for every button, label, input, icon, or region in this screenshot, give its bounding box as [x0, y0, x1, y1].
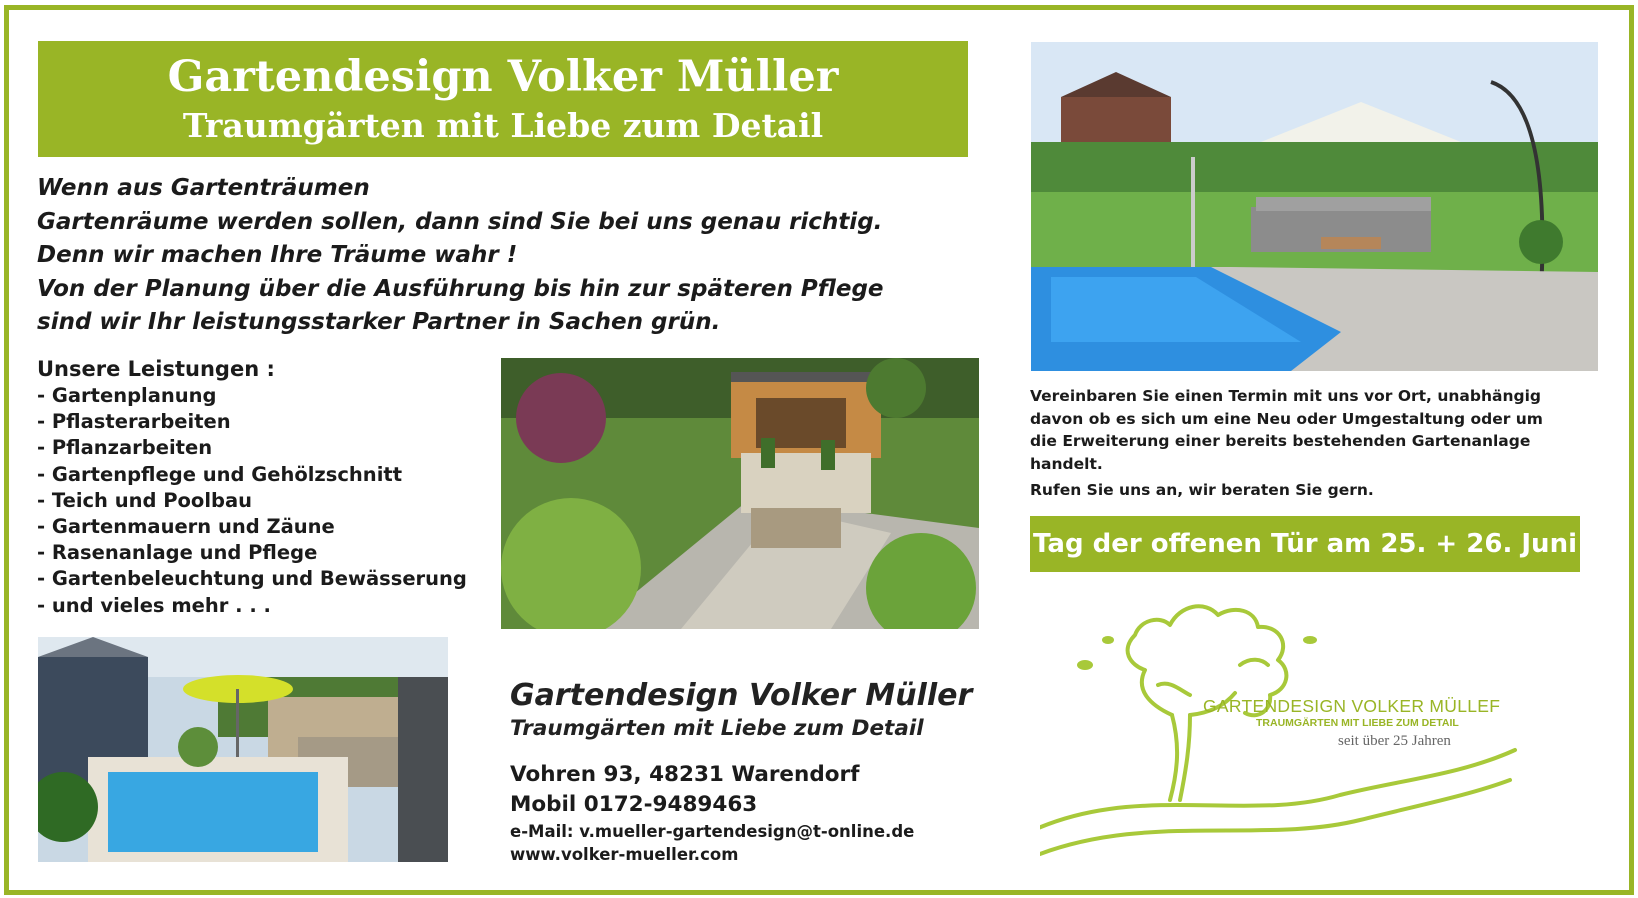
service-item: - Gartenplanung [37, 384, 217, 407]
service-item: - Pflasterarbeiten [37, 410, 231, 434]
intro-line: sind wir Ihr leistungsstarker Partner in Sachen grün. [37, 309, 721, 335]
intro-line: Denn wir machen Ihre Träume wahr ! [37, 242, 518, 268]
services-list [37, 383, 467, 619]
appointment-line: Vereinbaren Sie einen Termin mit uns vor Ort, unabhängig [1030, 387, 1541, 405]
logo-slogan: TRAUMGÄRTEN MIT LIEBE ZUM DETAIL [1256, 717, 1459, 729]
contact-email[interactable]: e-Mail: v.mueller-gartendesign@t-online.de [510, 822, 915, 841]
appointment-line: die Erweiterung einer bereits bestehenden Gartenanlage [1030, 432, 1531, 450]
appointment-line: handelt. [1030, 454, 1103, 473]
intro-line: Von der Planung über die Ausführung bis hin zur späteren Pflege [37, 275, 884, 302]
contact-website[interactable]: www.volker-mueller.com [510, 845, 739, 864]
banner-subtitle: Traumgärten mit Liebe zum Detail [182, 106, 824, 145]
contact-address: Vohren 93, 48231 Warendorf [510, 762, 860, 787]
contact-phone: Mobil 0172-9489463 [510, 792, 758, 817]
logo-company-name: GARTENDESIGN VOLKER MÜLLEF [1203, 696, 1501, 716]
small-pool-photo [38, 637, 448, 862]
appointment-line: davon ob es sich um eine Neu oder Umgestaltung oder um [1030, 409, 1543, 428]
large-pool-photo [1031, 42, 1598, 371]
service-item: - Gartenbeleuchtung und Bewässerung [37, 567, 467, 591]
service-item: - Pflanzarbeiten [37, 436, 213, 460]
tree-logo-icon [1040, 595, 1530, 885]
contact-company-name: Gartendesign Volker Müller [510, 678, 973, 713]
appointment-text [1030, 385, 1590, 502]
service-item: - Gartenmauern und Zäune [37, 515, 335, 539]
intro-line: Wenn aus Gartenträumen [37, 175, 370, 201]
intro-line: Gartenräume werden sollen, dann sind Sie bei uns genau richtig. [37, 208, 883, 235]
service-item: - Gartenpflege und Gehölzschnitt [37, 462, 403, 486]
title-banner [38, 41, 968, 157]
call-line: Rufen Sie uns an, wir beraten Sie gern. [1030, 481, 1374, 499]
contact-slogan: Traumgärten mit Liebe zum Detail [510, 716, 924, 741]
garden-pavilion-photo [501, 358, 979, 629]
service-item: - und vieles mehr . . . [37, 593, 271, 617]
service-item: - Rasenanlage und Pflege [37, 541, 318, 565]
service-item: - Teich und Poolbau [37, 488, 253, 512]
open-day-banner: Tag der offenen Tür am 25. + 26. Juni [1030, 516, 1580, 572]
intro-text [37, 172, 957, 340]
banner-title: Gartendesign Volker Müller [167, 52, 839, 102]
services-heading: Unsere Leistungen : [37, 357, 275, 381]
logo-since: seit über 25 Jahren [1338, 733, 1451, 749]
